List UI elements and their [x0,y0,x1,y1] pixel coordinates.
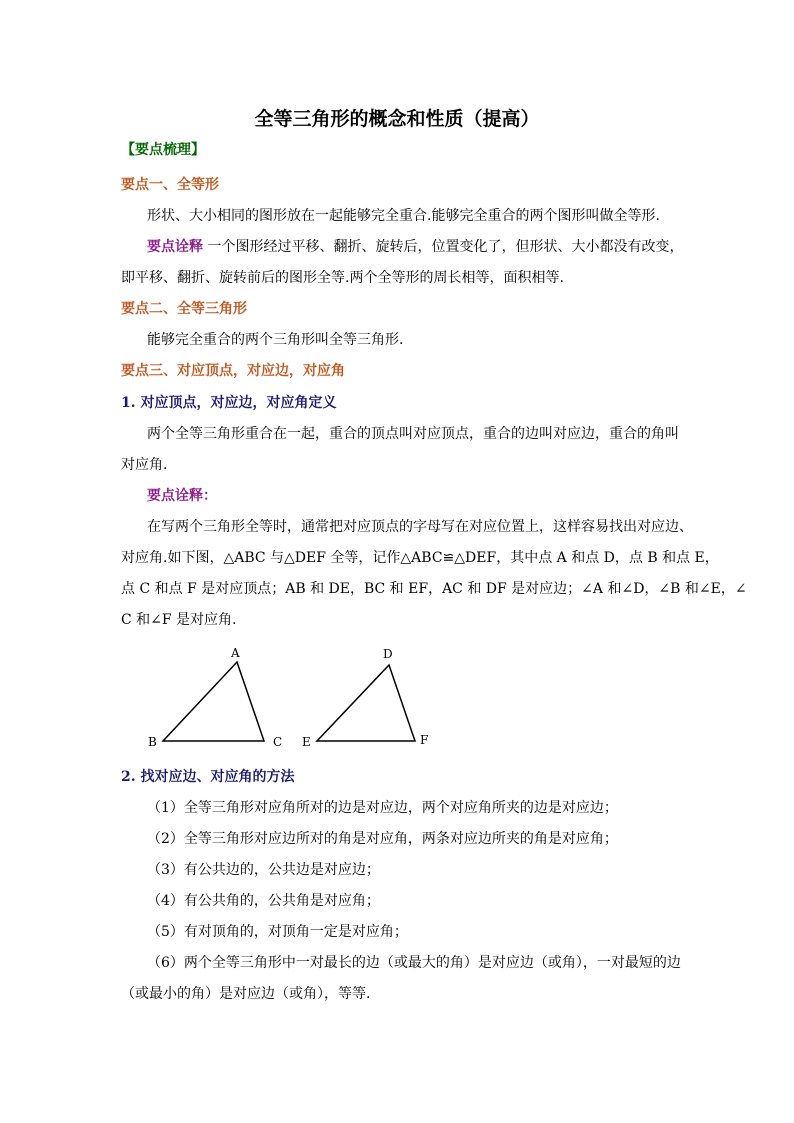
vertex-label-c: C [273,735,283,749]
method-item-1: （1）全等三角形对应角所对的边是对应边，两个对应角所夹的边是对应边； [147,800,618,816]
point1-note-label: 要点诠释 [147,239,203,255]
method-item-6-line2: （或最小的角）是对应边（或角），等等. [121,986,371,1002]
method-item-3: （3）有公共边的，公共边是对应边； [147,862,380,878]
vertex-label-e: E [302,735,311,749]
point3-sub2-title: 2. 找对应边、对应角的方法 [121,769,295,785]
section-header: 【要点梳理】 [121,142,205,158]
point1-note-line1: 一个图形经过平移、翻折、旋转后，位置变化了，但形状、大小都没有改变， [207,239,684,255]
point1-note-line2: 即平移、翻折、旋转前后的图形全等.两个全等形的周长相等，面积相等. [121,270,564,286]
vertex-label-b: B [148,735,157,749]
triangle-def [317,665,415,741]
triangle-abc [163,662,264,741]
triangle-def-figure [300,640,450,760]
vertex-label-a: A [231,646,240,660]
point3-sub1-line2: 对应角. [121,457,168,473]
page-title: 全等三角形的概念和性质（提高） [254,108,540,130]
triangle-abc-figure [140,640,300,760]
point2-definition: 能够完全重合的两个三角形叫全等三角形. [147,332,404,348]
point3-heading: 要点三、对应顶点，对应边，对应角 [121,363,345,379]
point3-note-line4: C 和∠F 是对应角. [121,612,237,628]
point1-definition: 形状、大小相同的图形放在一起能够完全重合.能够完全重合的两个图形叫做全等形. [147,208,660,224]
vertex-label-d: D [383,647,393,661]
point3-note-line1: 在写两个三角形全等时，通常把对应顶点的字母写在对应位置上，这样容易找出对应边、 [147,519,693,535]
point3-sub1-line1: 两个全等三角形重合在一起，重合的顶点叫对应顶点，重合的边叫对应边，重合的角叫 [147,426,679,442]
method-item-4: （4）有公共角的，公共角是对应角； [147,893,380,909]
point3-note-line2: 对应角.如下图，△ABC 与△DEF 全等，记作△ABC≌△DEF，其中点 A 和点 D，点 B 和点 E， [121,550,719,566]
point3-note-line3: 点 C 和点 F 是对应顶点；AB 和 DE，BC 和 EF，AC 和 DF 是对应边；∠A 和∠D，∠B 和∠E，∠ [121,581,747,597]
point2-heading: 要点二、全等三角形 [121,301,247,317]
method-item-5: （5）有对顶角的，对顶角一定是对应角； [147,924,408,940]
point1-heading: 要点一、全等形 [121,177,219,193]
method-item-6: （6）两个全等三角形中一对最长的边（或最大的角）是对应边（或角），一对最短的边 [147,955,681,971]
vertex-label-f: F [420,733,429,747]
point3-sub1-title: 1. 对应顶点，对应边，对应角定义 [121,395,337,411]
point1-note [147,236,683,256]
point3-note-label: 要点诠释： [147,488,217,504]
method-item-2: （2）全等三角形对应边所对的角是对应角，两条对应边所夹的角是对应角； [147,831,618,847]
